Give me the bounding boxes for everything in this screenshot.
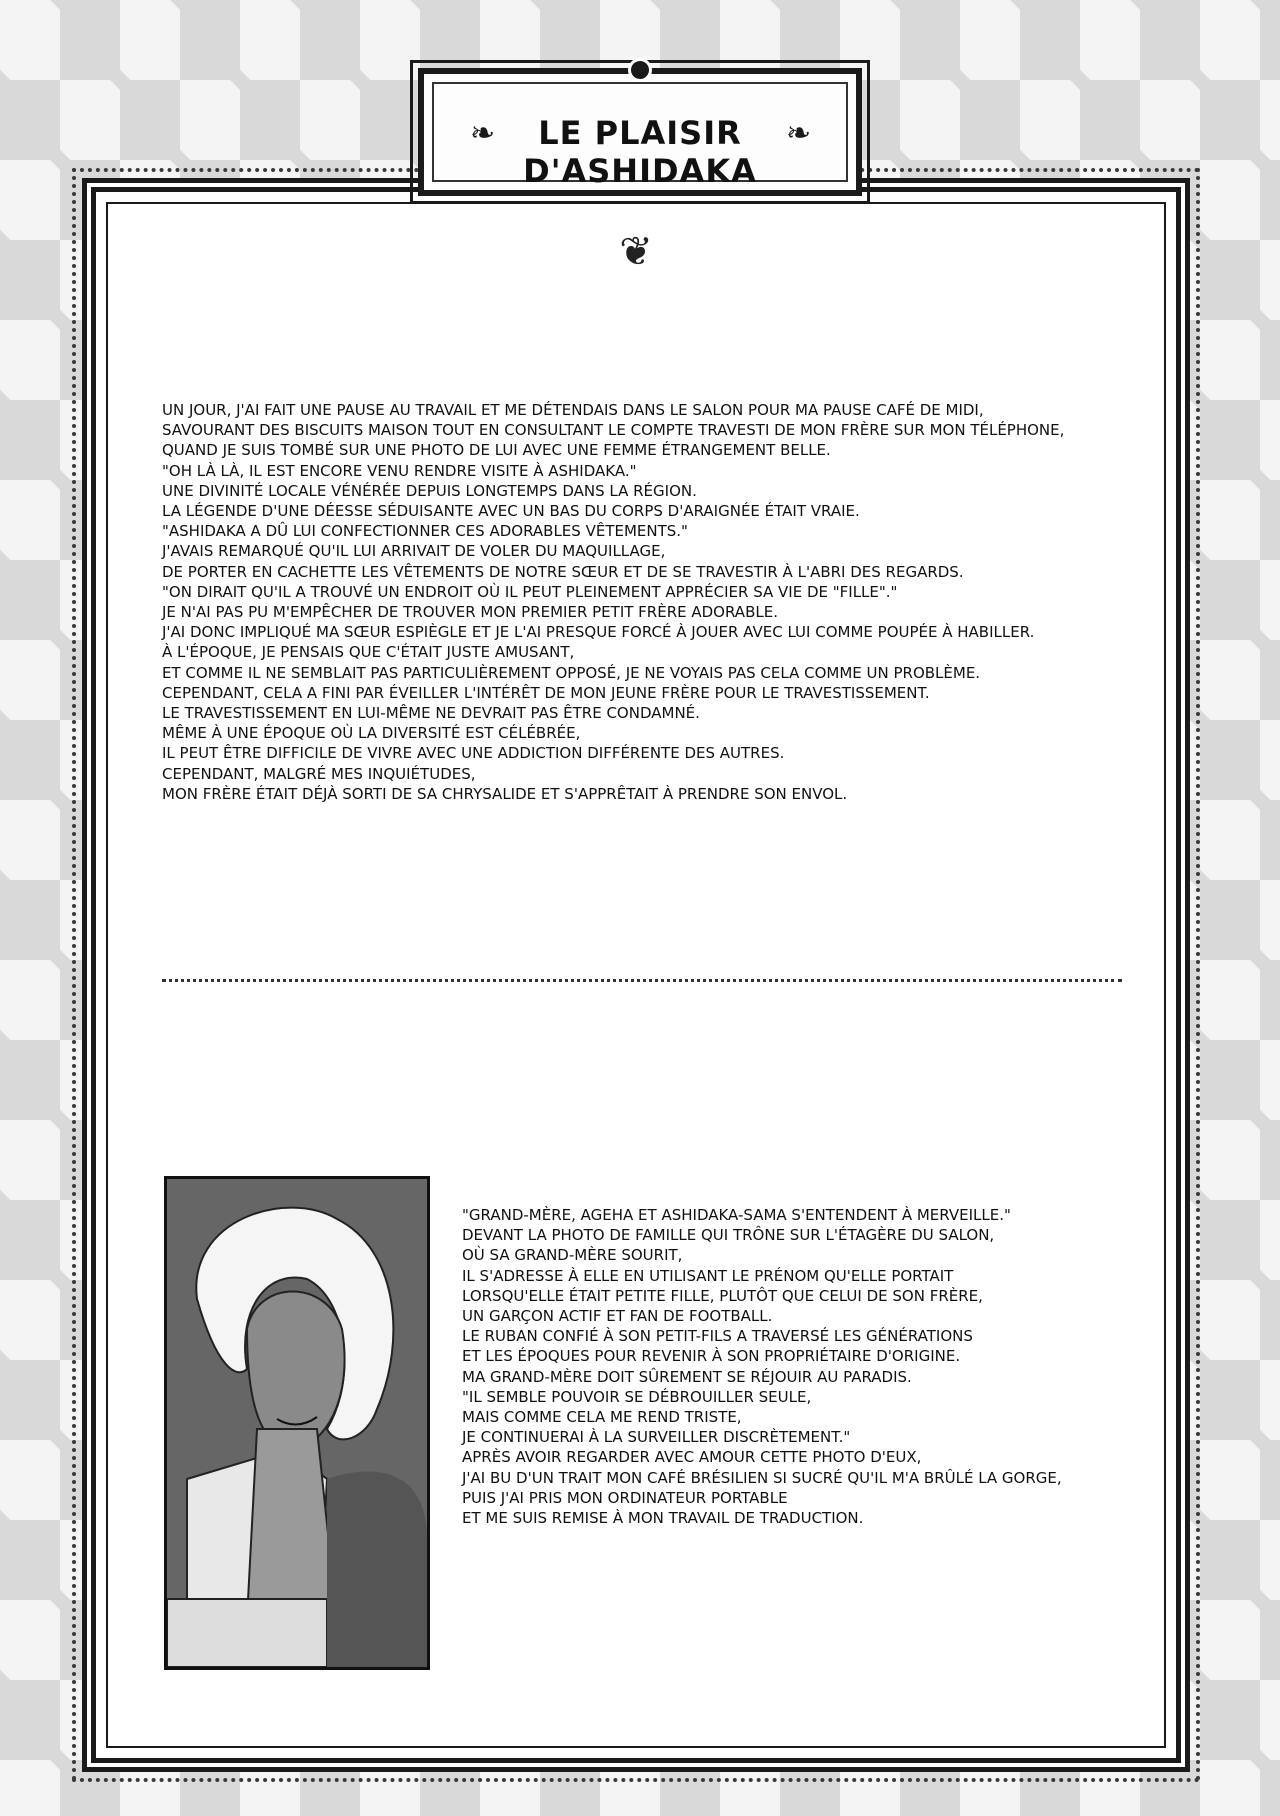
fleur-ornament-icon: ❦ (619, 229, 661, 275)
scroll-ornament-left-icon: ❧ (470, 116, 496, 151)
text-line: QUAND JE SUIS TOMBÉ SUR UNE PHOTO DE LUI AVEC UNE FEMME ÉTRANGEMENT BELLE. (162, 441, 831, 460)
text-line: PUIS J'AI PRIS MON ORDINATEUR PORTABLE (462, 1488, 788, 1507)
text-line: MAIS COMME CELA ME REND TRISTE, (462, 1408, 742, 1427)
woman-portrait-icon (167, 1179, 427, 1667)
page-title: LE PLAISIR D'ASHIDAKA (523, 114, 757, 190)
text-line: J'AVAIS REMARQUÉ QU'IL LUI ARRIVAIT DE VOLER DU MAQUILLAGE, (162, 542, 666, 561)
text-line: LE TRAVESTISSEMENT EN LUI-MÊME NE DEVRAIT PAS ÊTRE CONDAMNÉ. (162, 704, 700, 723)
text-line: OÙ SA GRAND-MÈRE SOURIT, (462, 1246, 683, 1265)
text-line: "ON DIRAIT QU'IL A TROUVÉ UN ENDROIT OÙ IL PEUT PLEINEMENT APPRÉCIER SA VIE DE "FILLE"." (162, 582, 898, 601)
text-line: ET LES ÉPOQUES POUR REVENIR À SON PROPRIÉTAIRE D'ORIGINE. (462, 1347, 961, 1366)
text-line: MÊME À UNE ÉPOQUE OÙ LA DIVERSITÉ EST CÉLÉBRÉE, (162, 724, 581, 743)
text-line: UN JOUR, J'AI FAIT UNE PAUSE AU TRAVAIL ET ME DÉTENDAIS DANS LE SALON POUR MA PAUSE CAFÉ DE MIDI, (162, 401, 984, 419)
text-line: CEPENDANT, MALGRÉ MES INQUIÉTUDES, (162, 764, 476, 783)
scroll-ornament-right-icon: ❧ (786, 116, 812, 151)
text-line: SAVOURANT DES BISCUITS MAISON TOUT EN CONSULTANT LE COMPTE TRAVESTI DE MON FRÈRE SUR MON TÉLÉPHONE, (162, 421, 1065, 440)
text-line: ET ME SUIS REMISE À MON TRAVAIL DE TRADUCTION. (462, 1509, 864, 1528)
illustration (164, 1176, 430, 1670)
bottom-text-block (462, 1205, 1102, 1528)
dotted-divider (162, 979, 1122, 982)
text-line: UNE DIVINITÉ LOCALE VÉNÉRÉE DEPUIS LONGTEMPS DANS LA RÉGION. (162, 481, 697, 500)
text-line: MON FRÈRE ÉTAIT DÉJÀ SORTI DE SA CHRYSALIDE ET S'APPRÊTAIT À PRENDRE SON ENVOL. (162, 784, 848, 803)
text-line: CEPENDANT, CELA A FINI PAR ÉVEILLER L'INTÉRÊT DE MON JEUNE FRÈRE POUR LE TRAVESTISSEMENT. (162, 683, 930, 702)
top-text-block (162, 400, 1122, 804)
text-line: DEVANT LA PHOTO DE FAMILLE QUI TRÔNE SUR L'ÉTAGÈRE DU SALON, (462, 1226, 995, 1245)
text-line: "ASHIDAKA A DÛ LUI CONFECTIONNER CES ADORABLES VÊTEMENTS." (162, 522, 688, 541)
text-line: JE N'AI PAS PU M'EMPÊCHER DE TROUVER MON PREMIER PETIT FRÈRE ADORABLE. (162, 603, 778, 622)
text-line: À L'ÉPOQUE, JE PENSAIS QUE C'ÉTAIT JUSTE AMUSANT, (162, 643, 575, 662)
title-knob-icon (628, 58, 652, 82)
text-line: DE PORTER EN CACHETTE LES VÊTEMENTS DE NOTRE SŒUR ET DE SE TRAVESTIR À L'ABRI DES REGARDS. (162, 562, 964, 581)
text-line: LE RUBAN CONFIÉ À SON PETIT-FILS A TRAVERSÉ LES GÉNÉRATIONS (462, 1327, 973, 1346)
text-line: IL PEUT ÊTRE DIFFICILE DE VIVRE AVEC UNE ADDICTION DIFFÉRENTE DES AUTRES. (162, 744, 785, 763)
text-line: JE CONTINUERAI À LA SURVEILLER DISCRÈTEMENT." (462, 1428, 851, 1447)
text-line: APRÈS AVOIR REGARDER AVEC AMOUR CETTE PHOTO D'EUX, (462, 1448, 922, 1467)
text-line: J'AI DONC IMPLIQUÉ MA SŒUR ESPIÈGLE ET JE L'AI PRESQUE FORCÉ À JOUER AVEC LUI COMME POUPÉE À HABILLER. (162, 623, 1035, 642)
text-line: "IL SEMBLE POUVOIR SE DÉBROUILLER SEULE, (462, 1387, 812, 1406)
text-line: J'AI BU D'UN TRAIT MON CAFÉ BRÉSILIEN SI SUCRÉ QU'IL M'A BRÛLÉ LA GORGE, (462, 1468, 1062, 1487)
text-line: "OH LÀ LÀ, IL EST ENCORE VENU RENDRE VISITE À ASHIDAKA." (162, 461, 637, 480)
text-line: MA GRAND-MÈRE DOIT SÛREMENT SE RÉJOUIR AU PARADIS. (462, 1367, 912, 1386)
text-line: UN GARÇON ACTIF ET FAN DE FOOTBALL. (462, 1307, 773, 1326)
text-line: LA LÉGENDE D'UNE DÉESSE SÉDUISANTE AVEC UN BAS DU CORPS D'ARAIGNÉE ÉTAIT VRAIE. (162, 502, 860, 521)
text-line: IL S'ADRESSE À ELLE EN UTILISANT LE PRÉNOM QU'ELLE PORTAIT (462, 1266, 954, 1285)
text-line: "GRAND-MÈRE, AGEHA ET ASHIDAKA-SAMA S'ENTENDENT À MERVEILLE." (462, 1206, 1011, 1224)
text-line: LORSQU'ELLE ÉTAIT PETITE FILLE, PLUTÔT QUE CELUI DE SON FRÈRE, (462, 1286, 983, 1305)
text-line: ET COMME IL NE SEMBLAIT PAS PARTICULIÈREMENT OPPOSÉ, JE NE VOYAIS PAS CELA COMME UN PROBLÈME. (162, 663, 981, 682)
